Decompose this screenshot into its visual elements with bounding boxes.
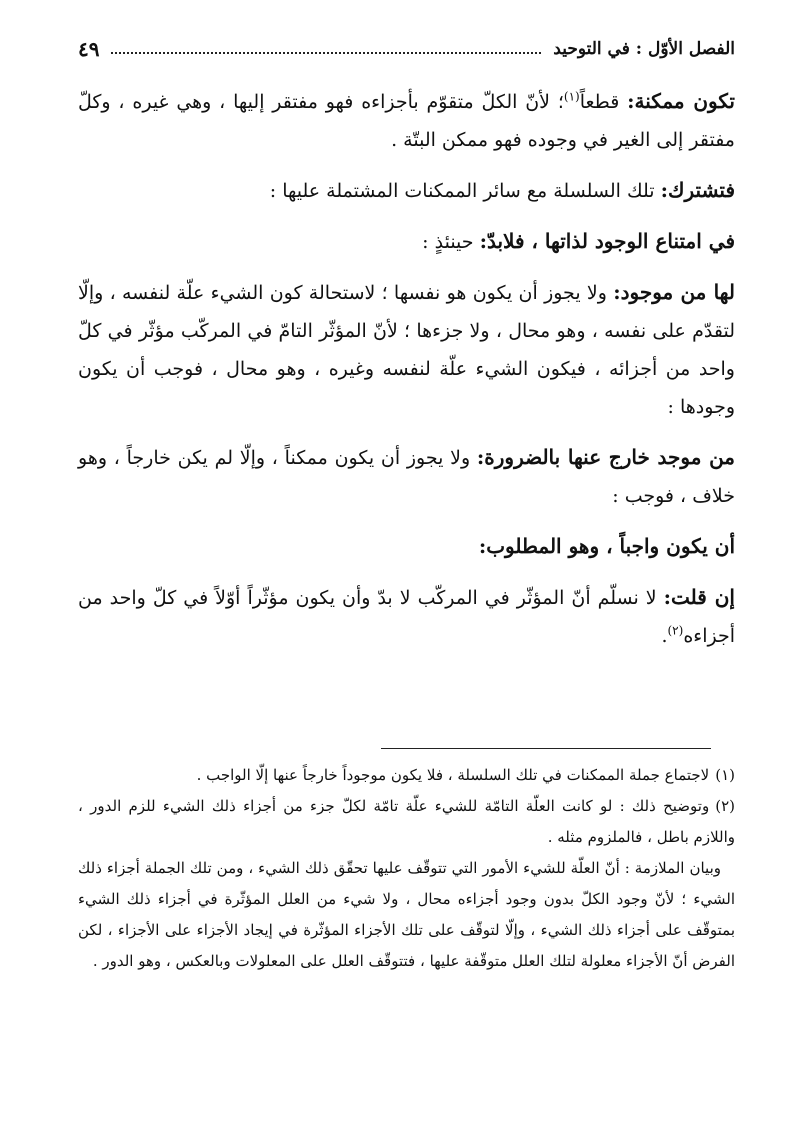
paragraph-text: قطعاً	[579, 91, 628, 113]
bold-lead: من موجد خارج عنها بالضرورة:	[476, 445, 736, 469]
paragraph-text: ولا يجوز أن يكون هو نفسها ؛ لاستحالة كون الشيء علّة لنفسه ، وإلّا لتقدّم على نفسه ، وهو محال ، ولا جزءها ؛ لأنّ المؤثّر التامّ في المركّب مؤثّر في كلّ واحد من أجزائه ، فيكون الشيء علّة لنفسه وغيره ، وهو محال ، فوجب أن يكون وجودها :	[78, 282, 735, 418]
chapter-title: الفصل الأوّل : في التوحيد	[553, 39, 735, 59]
footnote-text: لاجتماع جملة الممكنات في تلك السلسلة ، فلا يكون موجوداً خارجاً عنها إلّا الواجب .	[196, 766, 710, 784]
paragraph-text: حينئذٍ :	[422, 231, 480, 253]
paragraph	[78, 527, 735, 566]
paragraph	[78, 82, 735, 159]
paragraph-text: ولا يجوز أن يكون ممكناً ، وإلّا لم يكن خارجاً ، وهو خلاف ، فوجب :	[78, 447, 735, 507]
leader-dots	[111, 52, 541, 54]
paragraph	[78, 273, 735, 426]
paragraph-text: ؛ لأنّ الكلّ متقوّم بأجزاءه فهو مفتقر إليها ، وهي غيره ، وكلّ مفتقر إلى الغير في وجوده فهو ممكن البتّة .	[78, 91, 735, 151]
footnote-ref[interactable]: (١)	[563, 89, 580, 104]
paragraph-text: تلك السلسلة مع سائر الممكنات المشتملة عليها :	[269, 180, 661, 202]
bold-lead: إن قلت:	[663, 585, 735, 609]
footnotes	[78, 760, 735, 977]
paragraph	[78, 438, 735, 515]
bold-lead: أن يكون واجباً ، وهو المطلوب:	[478, 534, 735, 558]
running-header	[78, 32, 735, 66]
footnote-separator	[381, 748, 711, 749]
paragraph-text: .	[661, 625, 668, 647]
bold-lead: في امتناع الوجود لذاتها ، فلابدّ:	[479, 229, 735, 253]
footnote-number: (٢)	[715, 797, 735, 815]
bold-lead: فتشترك:	[660, 178, 735, 202]
paragraph-text: لا نسلّم أنّ المؤثّر في المركّب لا بدّ وأن يكون مؤثّراً أوّلاً في كلّ واحد من أجزاءه	[78, 587, 735, 647]
bold-lead: تكون ممكنة:	[627, 89, 735, 113]
footnote-2-continuation: وبيان الملازمة : أنّ العلّة للشيء الأمور التي تتوقّف عليها تحقّق ذلك الشيء ، ومن تلك الجملة أجزاء ذلك الشيء ؛ لأنّ وجود الكلّ بدون وجود أجزاءه محال ، ولا شيء من العلل المؤثّرة في أجزاء ذلك الشيء بمتوقّف على أجزاء ذلك الشيء ، وإلّا لتوقّف على تلك الأجزاء المؤثّرة في إيجاد الأجزاء على الأجزاء ، لكن الفرض أنّ الأجزاء معلولة لتلك العلل متوقّفة عليها ، فتتوقّف العلل على المعلولات وبالعكس ، وهو الدور .	[78, 859, 735, 970]
footnote-text: وتوضيح ذلك : لو كانت العلّة التامّة للشيء علّة تامّة لكلّ جزء من أجزاء ذلك الشيء للزم الدور ، واللازم باطل ، فالملزوم مثله .	[78, 797, 735, 846]
footnote-ref[interactable]: (٢)	[667, 623, 684, 638]
paragraph	[78, 171, 735, 210]
bold-lead: لها من موجود:	[613, 280, 735, 304]
main-text	[78, 82, 735, 667]
footnote-2	[78, 791, 735, 853]
paragraph	[78, 578, 735, 655]
footnote-number: (١)	[715, 766, 735, 784]
paragraph	[78, 222, 735, 261]
page-number: ٤٩	[78, 37, 100, 61]
footnote-1	[78, 760, 735, 791]
